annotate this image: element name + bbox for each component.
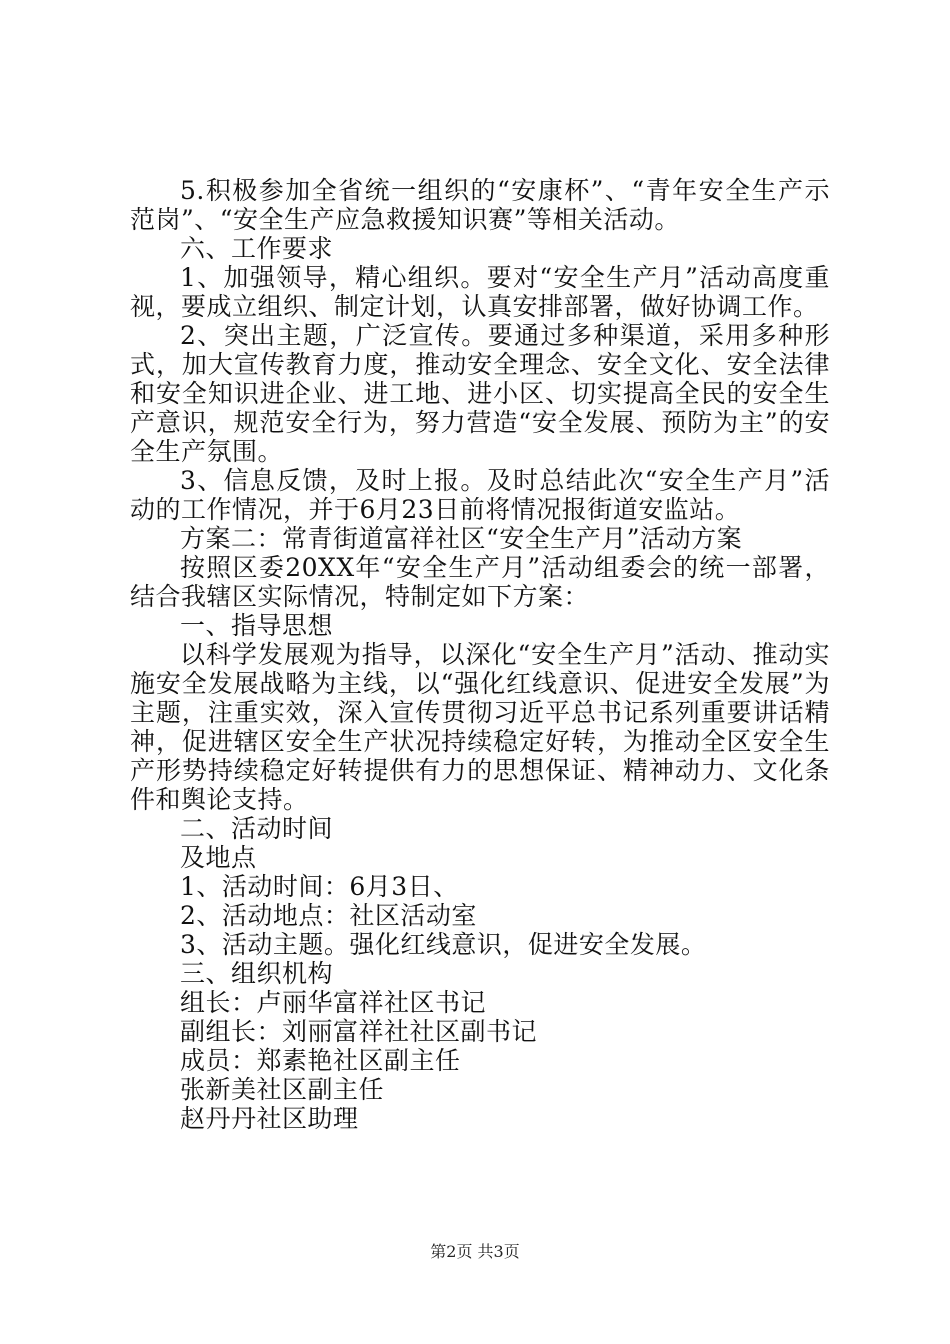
paragraph: 以科学发展观为指导，以深化“安全生产月”活动、推动实施安全发展战略为主线，以“强化红线意识、促进安全发展”为主题，注重实效，深入宣传贯彻习近平总书记系列重要讲话精神，促进辖区安全生产状况持续稳定好转，为推动全区安全生产形势持续稳定好转提供有力的思想保证、精神动力、文化条件和舆论支持。 bbox=[130, 640, 830, 814]
section-heading: 三、组织机构 bbox=[180, 959, 334, 988]
paragraph: 1、加强领导，精心组织。要对“安全生产月”活动高度重视，要成立组织、制定计划，认真安排部署，做好协调工作。 bbox=[130, 263, 830, 321]
paragraph: 2、突出主题，广泛宣传。要通过多种渠道，采用多种形式，加大宣传教育力度，推动安全理念、安全文化、安全法律和安全知识进企业、进工地、进小区、切实提高全民的安全生产意识，规范安全行为，努力营造“安全发展、预防为主”的安全生产氛围。 bbox=[130, 321, 830, 466]
member-line: 组长：卢丽华富祥社区书记 bbox=[180, 988, 487, 1017]
page-footer: 第2页 共3页 bbox=[430, 1242, 520, 1261]
list-item: 2、活动地点：社区活动室 bbox=[180, 901, 477, 930]
document-body bbox=[130, 176, 830, 1133]
section-heading: 六、工作要求 bbox=[180, 234, 334, 263]
member-line: 张新美社区副主任 bbox=[180, 1075, 385, 1104]
list-item: 3、活动主题。强化红线意识，促进安全发展。 bbox=[180, 930, 707, 959]
list-item: 1、活动时间：6月3日、 bbox=[180, 872, 459, 901]
section-heading: 二、活动时间 bbox=[180, 814, 334, 843]
section-heading-continued: 及地点 bbox=[180, 843, 257, 872]
member-line: 副组长：刘丽富祥社社区副书记 bbox=[180, 1017, 538, 1046]
paragraph: 3、信息反馈，及时上报。及时总结此次“安全生产月”活动的工作情况，并于6月23日前将情况报街道安监站。 bbox=[130, 466, 830, 524]
member-line: 赵丹丹社区助理 bbox=[180, 1104, 359, 1133]
plan-title: 方案二：常青街道富祥社区“安全生产月”活动方案 bbox=[180, 524, 743, 553]
paragraph: 5.积极参加全省统一组织的“安康杯”、“青年安全生产示范岗”、“安全生产应急救援知识赛”等相关活动。 bbox=[130, 176, 830, 234]
member-line: 成员：郑素艳社区副主任 bbox=[180, 1046, 461, 1075]
paragraph: 按照区委20XX年“安全生产月”活动组委会的统一部署，结合我辖区实际情况，特制定如下方案： bbox=[130, 553, 830, 611]
section-heading: 一、指导思想 bbox=[180, 611, 334, 640]
